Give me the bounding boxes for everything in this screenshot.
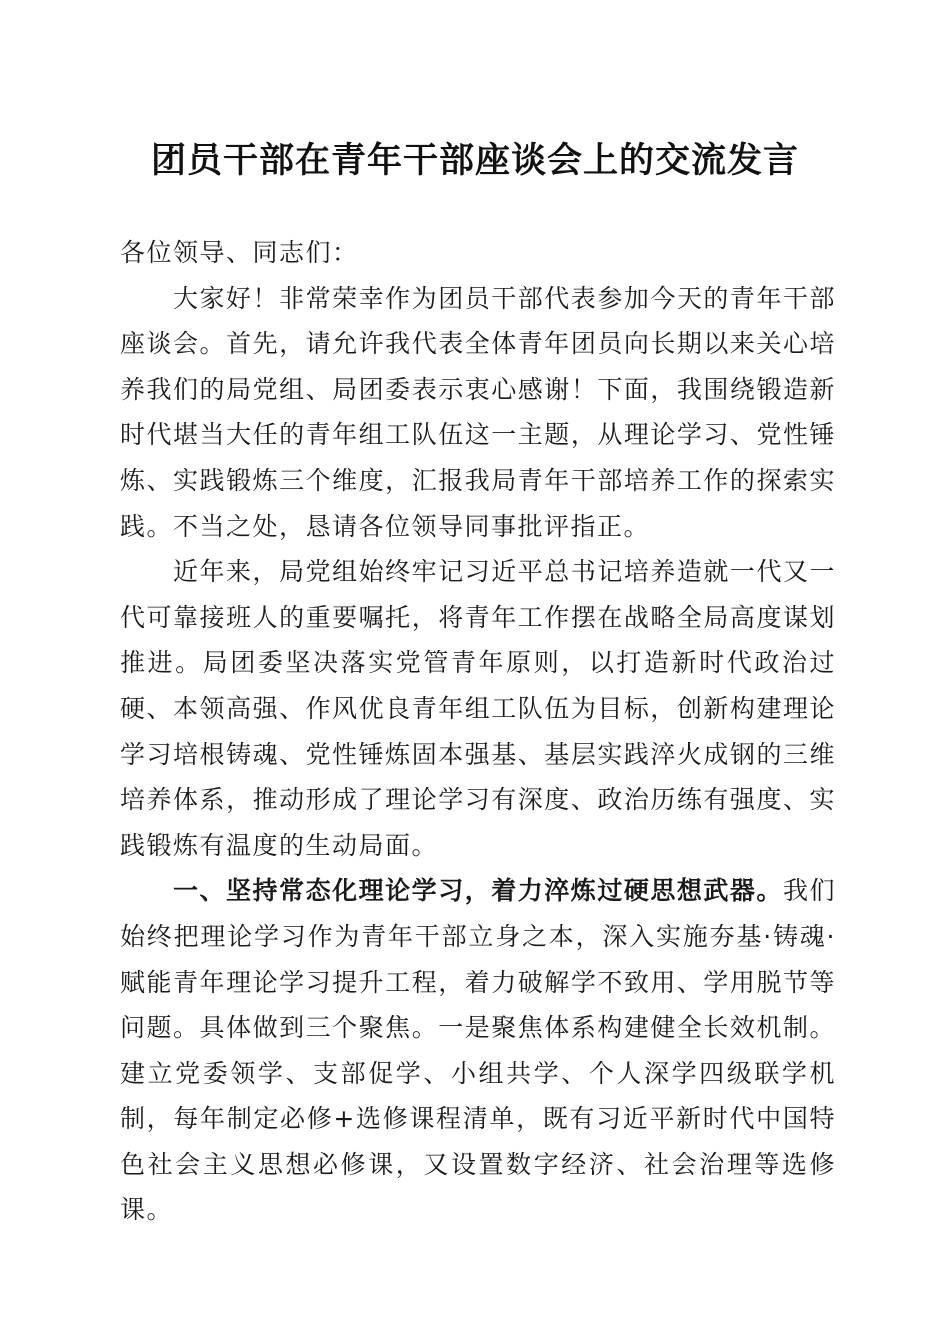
section-one-heading: 一、坚持常态化理论学习，着力淬炼过硬思想武器。 <box>173 876 783 906</box>
section-one-text: 我们始终把理论学习作为青年干部立身之本，深入实施夯基·铸魂·赋能青年理论学习提升工程，着力破解学不致用、学用脱节等问题。具体做到三个聚焦。一是聚焦体系构建健全长效机制。建立党委领学、支部促学、小组共学、个人深学四级联学机制，每年制定必修+选修课程清单，既有习近平新时代中国特色社会主义思想必修课，又设置数字经济、社会治理等选修课。 <box>120 876 836 1225</box>
document-title: 团员干部在青年干部座谈会上的交流发言 <box>150 140 799 181</box>
salutation: 各位领导、同志们： <box>120 238 359 267</box>
document-body <box>120 230 836 1233</box>
paragraph-opening: 大家好！非常荣幸作为团员干部代表参加今天的青年干部座谈会。首先，请允许我代表全体青年团员向长期以来关心培养我们的局党组、局团委表示衷心感谢！下面，我围绕锻造新时代堪当大任的青年组工队伍这一主题，从理论学习、党性锤炼、实践锻炼三个维度，汇报我局青年干部培养工作的探索实践。不当之处，恳请各位领导同事批评指正。 <box>120 283 836 541</box>
paragraph-background: 近年来，局党组始终牢记习近平总书记培养造就一代又一代可靠接班人的重要嘱托，将青年工作摆在战略全局高度谋划推进。局团委坚决落实党管青年原则，以打造新时代政治过硬、本领高强、作风优良青年组工队伍为目标，创新构建理论学习培根铸魂、党性锤炼固本强基、基层实践淬火成钢的三维培养体系，推动形成了理论学习有深度、政治历练有强度、实践锻炼有温度的生动局面。 <box>120 557 836 860</box>
paragraph-section-one <box>120 868 836 1233</box>
